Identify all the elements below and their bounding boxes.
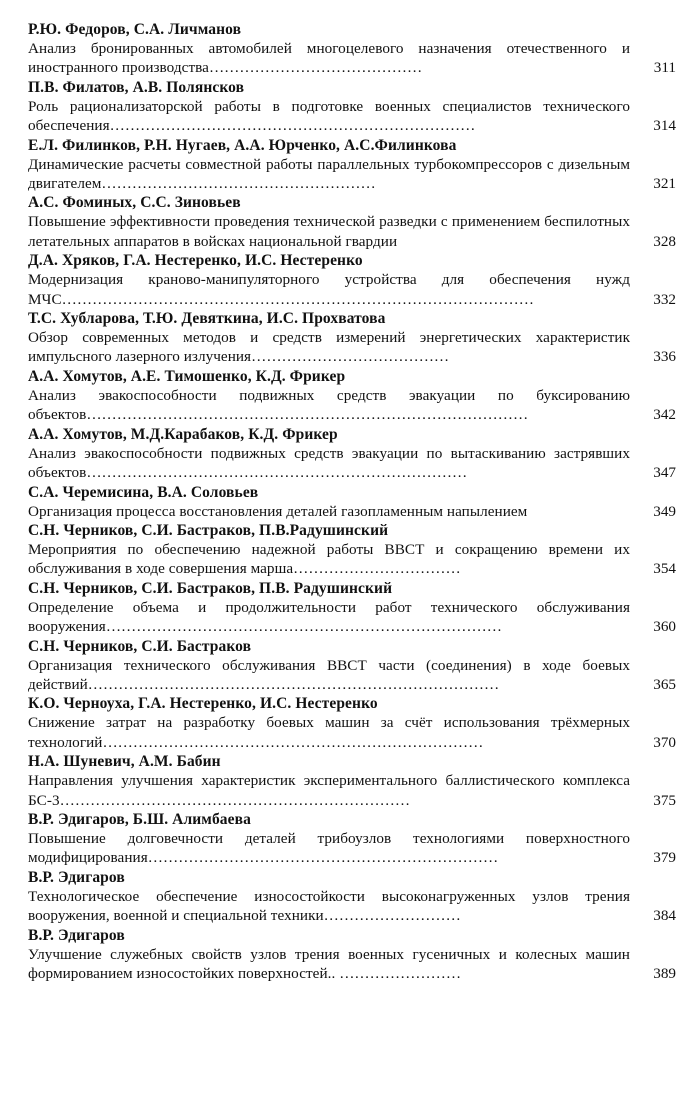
entry-authors: С.А. Черемисина, В.А. Соловьев bbox=[28, 483, 259, 501]
toc-entry bbox=[28, 810, 676, 868]
entry-title: Снижение затрат на разработку боевых машин за счёт использования трёхмерных технологий………………………………………………………………… bbox=[28, 714, 630, 751]
entry-page-number: 379 bbox=[653, 849, 676, 867]
toc-entry bbox=[28, 20, 676, 78]
entry-authors: А.А. Хомутов, М.Д.Карабаков, К.Д. Фрикер bbox=[28, 425, 338, 443]
entry-title: Определение объема и продолжительности работ технического обслуживания вооружения…………………………………………………………………… bbox=[28, 598, 630, 636]
toc-entry bbox=[28, 637, 676, 695]
toc-entry bbox=[28, 193, 676, 251]
entry-page-number: 389 bbox=[653, 965, 676, 982]
entry-title: Организация технического обслуживания ВВСТ части (соединения) в ходе боевых действий……………………………………………………………………… bbox=[28, 656, 630, 693]
toc-entry bbox=[28, 579, 676, 637]
entry-page-number: 360 bbox=[653, 618, 676, 636]
entry-page-number: 370 bbox=[653, 733, 676, 751]
entry-authors: Н.А. Шуневич, А.М. Бабин bbox=[28, 753, 221, 771]
entry-title: Модернизация краново-манипуляторного устройства для обеспечения нужд МЧС………………………………………………………………………………… bbox=[28, 271, 630, 308]
entry-title: Улучшение служебных свойств узлов трения военных гусеничных и колесных машин формированием износостойких поверхностей.. …………………… bbox=[28, 945, 630, 982]
entry-page-number: 384 bbox=[653, 907, 676, 925]
toc-entry bbox=[28, 136, 676, 194]
entry-page-number: 311 bbox=[653, 59, 676, 77]
entry-page-number: 321 bbox=[653, 175, 676, 193]
toc-entry bbox=[28, 483, 676, 521]
entry-title: Анализ эвакоспособности подвижных средств эвакуации по буксированию объектов…………………………………………………………………………… bbox=[28, 386, 630, 424]
entry-title: Динамические расчеты совместной работы параллельных турбокомпрессоров с дизельным двигателем……………………………………………… bbox=[28, 155, 630, 193]
entry-title: Повышение долговечности деталей трибоузлов технологиями поверхностного модифицирования…………………………………………………………… bbox=[28, 829, 630, 867]
entry-page-number: 354 bbox=[653, 560, 676, 578]
entry-page-number: 314 bbox=[653, 117, 676, 135]
toc-entry bbox=[28, 694, 676, 752]
entry-authors: А.А. Хомутов, А.Е. Тимошенко, К.Д. Фрикер bbox=[28, 367, 346, 385]
entry-authors: П.В. Филатов, А.В. Полянсков bbox=[28, 78, 245, 96]
entry-authors: В.Р. Эдигаров bbox=[28, 926, 125, 944]
entry-page-number: 332 bbox=[653, 290, 676, 308]
toc-entry bbox=[28, 78, 676, 136]
entry-authors: В.Р. Эдигаров bbox=[28, 868, 125, 886]
entry-page-number: 347 bbox=[653, 464, 676, 482]
table-of-contents bbox=[28, 20, 676, 983]
toc-entry bbox=[28, 752, 676, 810]
entry-title: Организация процесса восстановления деталей газопламенным напылением bbox=[28, 502, 528, 520]
toc-entry bbox=[28, 868, 676, 926]
entry-title: Роль рационализаторской работы в подготовке военных специалистов технического обеспечения……………………………………………………………… bbox=[28, 97, 630, 135]
toc-entry bbox=[28, 926, 676, 984]
toc-entry bbox=[28, 309, 676, 367]
entry-title: Анализ эвакоспособности подвижных средств эвакуации по вытаскиванию застрявших объектов………………………………………………………………… bbox=[28, 444, 630, 482]
entry-title: Повышение эффективности проведения технической разведки с применением беспилотных летательных аппаратов в войсках национальной гвардии bbox=[28, 213, 630, 250]
entry-page-number: 365 bbox=[653, 675, 676, 693]
entry-authors: С.Н. Черников, С.И. Бастраков, П.В. Радушинский bbox=[28, 579, 393, 597]
entry-authors: Е.Л. Филинков, Р.Н. Нугаев, А.А. Юрченко, А.С.Филинкова bbox=[28, 136, 457, 154]
toc-entry bbox=[28, 425, 676, 483]
entry-title: Технологическое обеспечение износостойкости высоконагруженных узлов трения вооружения, военной и специальной техники……………………… bbox=[28, 887, 630, 925]
toc-entry bbox=[28, 251, 676, 309]
entry-page-number: 375 bbox=[653, 791, 676, 809]
toc-entry bbox=[28, 521, 676, 579]
entry-authors: С.Н. Черников, С.И. Бастраков bbox=[28, 637, 252, 655]
entry-authors: Р.Ю. Федоров, С.А. Личманов bbox=[28, 21, 242, 38]
entry-authors: С.Н. Черников, С.И. Бастраков, П.В.Радушинский bbox=[28, 521, 389, 539]
entry-page-number: 336 bbox=[653, 348, 676, 366]
entry-authors: Д.А. Хряков, Г.А. Нестеренко, И.С. Нестеренко bbox=[28, 252, 363, 270]
entry-page-number: 342 bbox=[653, 406, 676, 424]
entry-authors: К.О. Черноуха, Г.А. Нестеренко, И.С. Нестеренко bbox=[28, 695, 378, 713]
entry-title: Мероприятия по обеспечению надежной работы ВВСТ и сокращению времени их обслуживания в ходе совершения марша…………………………… bbox=[28, 540, 630, 578]
entry-authors: А.С. Фоминых, С.С. Зиновьев bbox=[28, 194, 241, 212]
entry-title: Анализ бронированных автомобилей многоцелевого назначения отечественного и иностранного производства…………………………………… bbox=[28, 40, 630, 77]
entry-title: Обзор современных методов и средств измерений энергетических характеристик импульсного лазерного излучения………………………………… bbox=[28, 329, 630, 366]
entry-page-number: 349 bbox=[653, 502, 676, 520]
entry-authors: Т.С. Хубларова, Т.Ю. Девяткина, И.С. Прохватова bbox=[28, 310, 386, 328]
entry-title: Направления улучшения характеристик экспериментального баллистического комплекса БС-3…………………………………………………………… bbox=[28, 772, 630, 809]
entry-page-number: 328 bbox=[653, 232, 676, 250]
entry-authors: В.Р. Эдигаров, Б.Ш. Алимбаева bbox=[28, 810, 251, 828]
toc-entry bbox=[28, 367, 676, 425]
